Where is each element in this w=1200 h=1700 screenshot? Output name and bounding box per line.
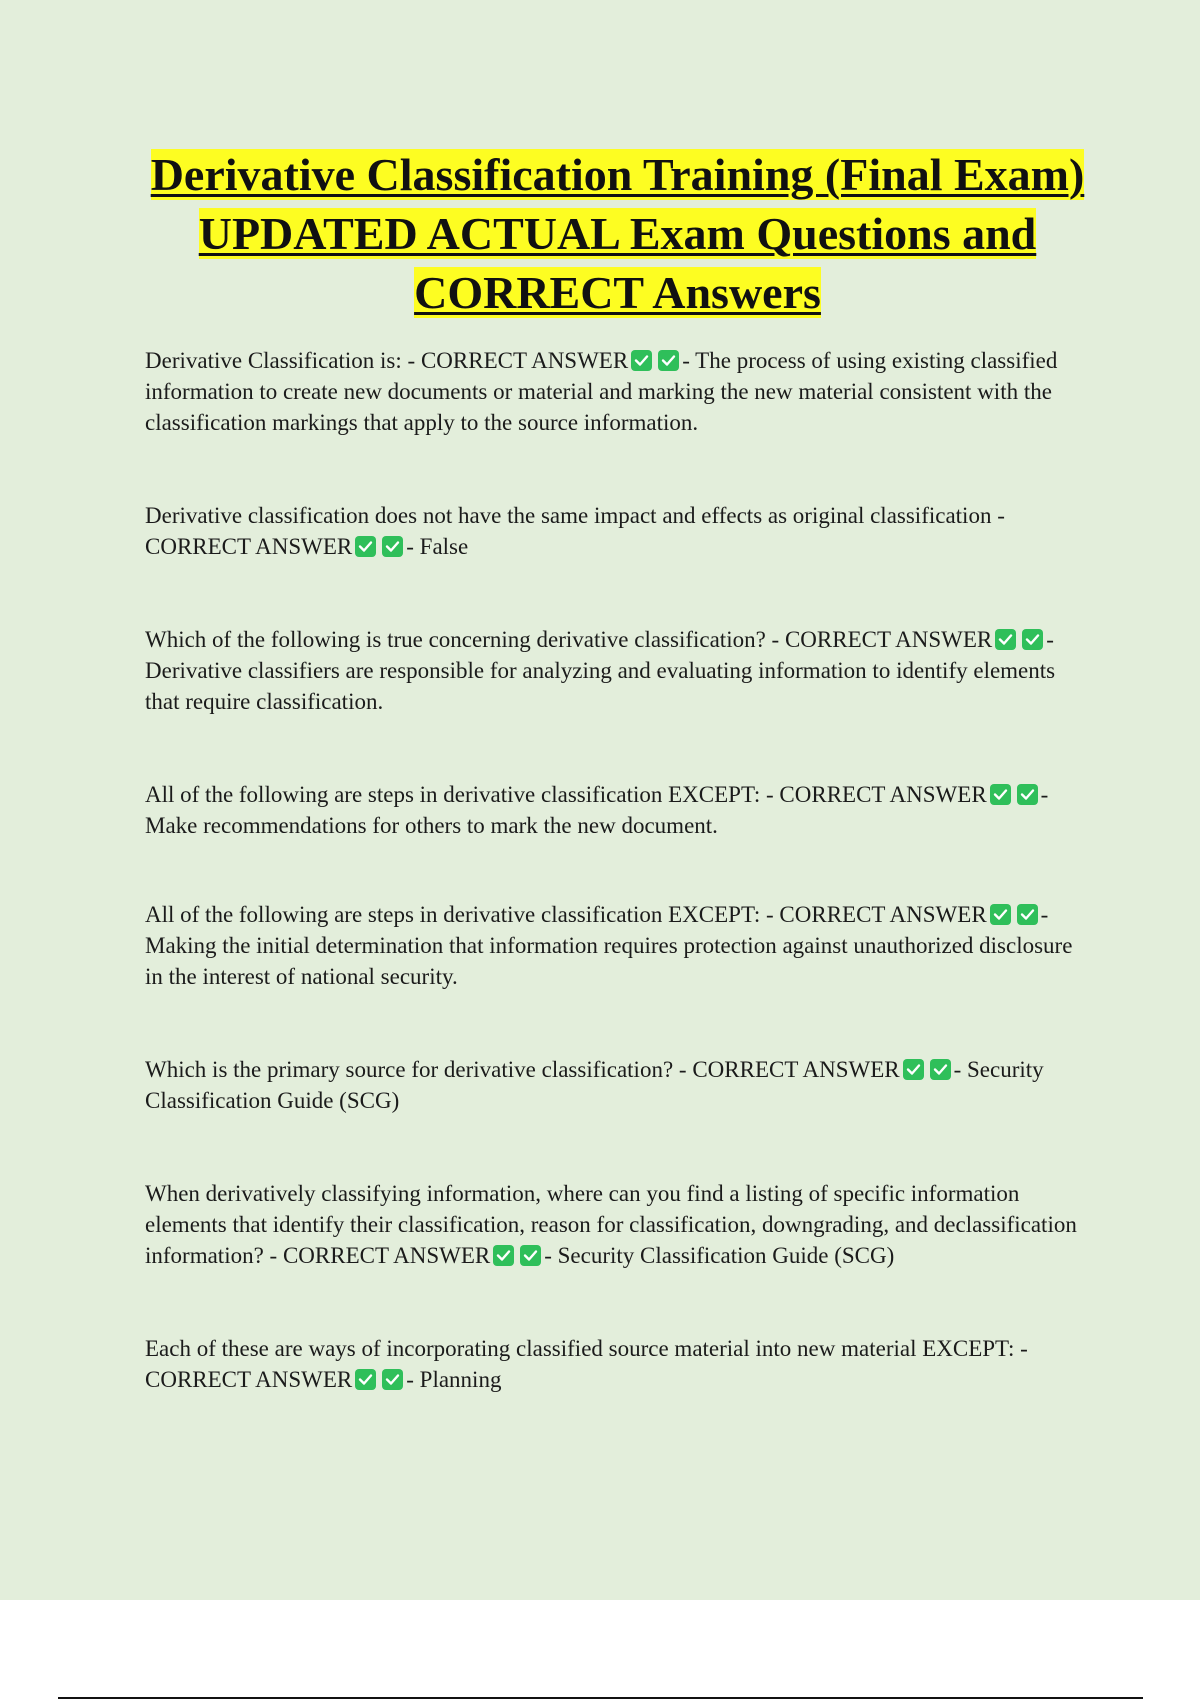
check-mark-icon <box>1017 784 1038 805</box>
check-mark-icon <box>995 629 1016 650</box>
answer-label: - CORRECT ANSWER <box>145 503 1005 559</box>
title-block <box>150 145 1085 322</box>
answer-text: - Security Classification Guide (SCG) <box>544 1243 895 1268</box>
question-text: Which is the primary source for derivative classification? <box>145 1057 674 1082</box>
check-mark-icon <box>382 536 403 557</box>
qa-item <box>145 1178 1095 1271</box>
qa-item <box>145 779 1095 841</box>
answer-label: - CORRECT ANSWER <box>766 782 987 807</box>
qa-item <box>145 345 1095 438</box>
answer-label: - CORRECT ANSWER <box>766 902 987 927</box>
answer-label: - CORRECT ANSWER <box>678 1057 900 1082</box>
answer-text: - Derivative classifiers are responsible for analyzing and evaluating information to identify elements that require classification. <box>145 627 1056 714</box>
check-mark-icon <box>658 350 679 371</box>
question-text: All of the following are steps in derivative classification EXCEPT: <box>145 902 761 927</box>
check-mark-icon <box>1017 904 1038 925</box>
question-text: Each of these are ways of incorporating classified source material into new material EXCEPT: <box>145 1336 1015 1361</box>
answer-label: - CORRECT ANSWER <box>771 627 993 652</box>
qa-item <box>145 500 1095 562</box>
answer-text: - Security Classification Guide (SCG) <box>145 1057 1044 1113</box>
document-title: Derivative Classification Training (Final Exam) UPDATED ACTUAL Exam Questions and CORRECT Answers <box>150 149 1085 318</box>
answer-label: - CORRECT ANSWER <box>269 1243 491 1268</box>
check-mark-icon <box>382 1369 403 1390</box>
check-mark-icon <box>990 784 1011 805</box>
question-text: When derivatively classifying information, where can you find a listing of specific information elements that identify their classification, reason for classification, downgrading, and declassification information? <box>145 1181 1077 1268</box>
answer-label: - CORRECT ANSWER <box>407 348 629 373</box>
question-text: Derivative classification does not have the same impact and effects as original classification <box>145 503 992 528</box>
answer-text: - False <box>406 534 469 559</box>
check-mark-icon <box>903 1059 924 1080</box>
qa-list <box>145 345 1095 1457</box>
qa-item <box>145 624 1095 717</box>
answer-text: - The process of using existing classified information to create new documents or material and marking the new material consistent with the classification markings that apply to the source information. <box>145 348 1058 435</box>
qa-item <box>145 1054 1095 1116</box>
answer-label: - CORRECT ANSWER <box>145 1336 1028 1392</box>
question-text: All of the following are steps in derivative classification EXCEPT: <box>145 782 761 807</box>
check-mark-icon <box>520 1245 541 1266</box>
answer-text: - Make recommendations for others to mark the new document. <box>145 782 1049 838</box>
check-mark-icon <box>493 1245 514 1266</box>
qa-item <box>145 899 1095 992</box>
check-mark-icon <box>631 350 652 371</box>
footer-divider <box>58 1697 1143 1699</box>
check-mark-icon <box>990 904 1011 925</box>
answer-text: - Making the initial determination that information requires protection against unauthorized disclosure in the interest of national security. <box>145 902 1073 989</box>
qa-item <box>145 1333 1095 1395</box>
check-mark-icon <box>930 1059 951 1080</box>
question-text: Derivative Classification is: <box>145 348 402 373</box>
check-mark-icon <box>355 1369 376 1390</box>
question-text: Which of the following is true concerning derivative classification? <box>145 627 766 652</box>
answer-text: - Planning <box>406 1367 502 1392</box>
check-mark-icon <box>1022 629 1043 650</box>
check-mark-icon <box>355 536 376 557</box>
